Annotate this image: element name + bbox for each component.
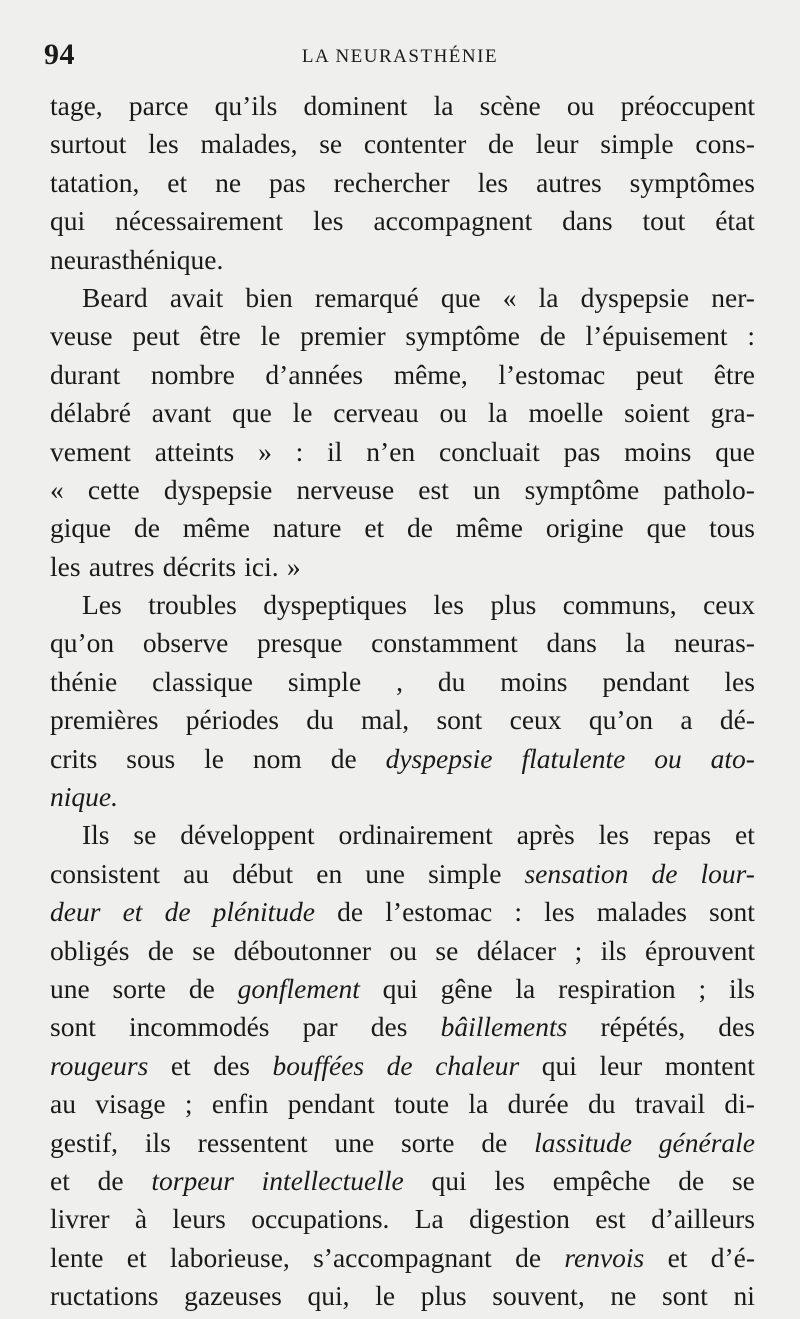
text-line: premières périodes du mal, sont ceux qu’on a dé-: [50, 704, 755, 736]
text-line: au visage ; enfin pendant toute la durée du travail di-: [50, 1088, 755, 1120]
text-line: tatation, et ne pas rechercher les autres symptômes: [50, 166, 755, 198]
text-line: neurasthénique.: [50, 243, 224, 275]
text-line: gestif, ils ressentent une sorte de lassitude générale: [50, 1126, 755, 1158]
text-line: crits sous le nom de dyspepsie flatulente ou ato-: [50, 742, 755, 774]
text-line: consistent au début en une simple sensation de lour-: [50, 857, 755, 889]
text-line: gique de même nature et de même origine que tous: [50, 512, 755, 544]
text-line: sont incommodés par des bâillements répétés, des: [50, 1011, 755, 1043]
text-line: surtout les malades, se contenter de leur simple cons-: [50, 128, 755, 160]
text-line: vement atteints » : il n’en concluait pas moins que: [50, 435, 755, 467]
text-line: une sorte de gonflement qui gêne la respiration ; ils: [50, 972, 755, 1004]
text-line: qui nécessairement les accompagnent dans tout état: [50, 205, 755, 237]
text-line: lente et laborieuse, s’accompagnant de renvois et d’é-: [50, 1241, 755, 1273]
text-line: livrer à leurs occupations. La digestion est d’ailleurs: [50, 1203, 755, 1235]
text-line: thénie classique simple , du moins pendant les: [50, 665, 755, 697]
text-line: et de torpeur intellectuelle qui les empêche de se: [50, 1164, 755, 1196]
text-line: Ils se développent ordinairement après les repas et: [82, 819, 755, 851]
text-line: les autres décrits ici. »: [50, 550, 301, 582]
text-line: qu’on observe presque constamment dans la neuras-: [50, 627, 755, 659]
text-line: obligés de se déboutonner ou se délacer ; ils éprouvent: [50, 934, 755, 966]
body-text: [50, 90, 755, 1319]
page-number: 94: [44, 38, 75, 71]
text-line: délabré avant que le cerveau ou la moelle soient gra-: [50, 397, 755, 429]
text-line: ructations gazeuses qui, le plus souvent, ne sont ni: [50, 1280, 755, 1312]
text-line: Beard avait bien remarqué que « la dyspepsie ner-: [82, 281, 755, 313]
text-line: nique.: [50, 781, 118, 813]
text-line: rougeurs et des bouffées de chaleur qui leur montent: [50, 1049, 755, 1081]
page-header: [0, 38, 800, 78]
running-head: LA NEURASTHÉNIE: [301, 46, 499, 67]
text-line: durant nombre d’années même, l’estomac peut être: [50, 358, 755, 390]
text-line: veuse peut être le premier symptôme de l’épuisement :: [50, 320, 755, 352]
text-line: Les troubles dyspeptiques les plus communs, ceux: [82, 589, 755, 621]
text-line: deur et de plénitude de l’estomac : les malades sont: [50, 896, 755, 928]
text-line: tage, parce qu’ils dominent la scène ou préoccupent: [50, 90, 755, 121]
text-line: « cette dyspepsie nerveuse est un symptôme patholo-: [50, 473, 755, 505]
